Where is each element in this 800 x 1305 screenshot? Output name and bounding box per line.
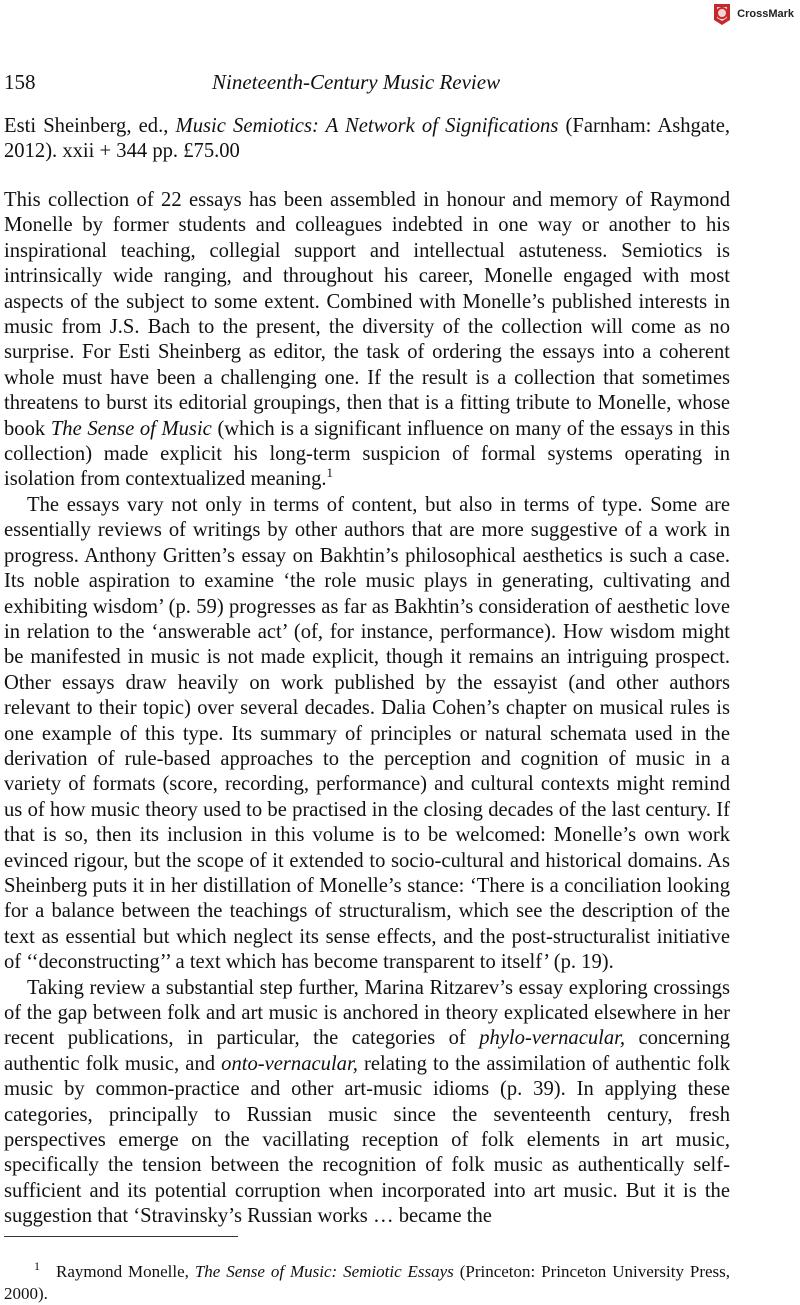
footnote-divider: [4, 1236, 238, 1237]
citation-book-title: Music Semiotics: A Network of Significations: [175, 115, 559, 137]
paragraph-3-text-c: relating to the assimilation of authentic folk music by common-practice and other art-music idioms (p. 39). In applying these categories, principally to Russian music since the seventeenth century, fresh perspectives emerge on the vacillating reception of folk elements in art music, specifically the tension between the recognition of folk music as authentically self-sufficient and its potential corruption when incorporated into art music. But it is the suggestion that ‘Stravinsky’s Russian works … became the: [4, 1052, 730, 1228]
footnote-author: Raymond Monelle,: [56, 1262, 189, 1281]
term-phylo-vernacular: phylo-vernacular,: [479, 1027, 626, 1050]
paragraph-3-text-b: concerning authentic folk music, and: [4, 1027, 730, 1075]
review-citation: [4, 114, 730, 164]
paragraph-3: [4, 976, 730, 1230]
footnote-number: 1: [34, 1259, 40, 1274]
footnote-1: [4, 1261, 730, 1305]
crossmark-label: CrossMark: [737, 8, 794, 20]
running-head: [4, 70, 796, 98]
paragraph-1-text-b: (which is a significant influence on many of the essays in this collection) made explicit his long-term suspicion of formal systems operating in isolation from contextualized meaning.: [4, 417, 730, 491]
footnote-details: (Princeton: Princeton University Press, 2000).: [4, 1262, 731, 1303]
term-onto-vernacular: onto-vernacular,: [221, 1052, 358, 1075]
paragraph-2: The essays vary not only in terms of content, but also in terms of type. Some are essentially reviews of writings by other authors that are more suggestive of a work in progress. Anthony Gritten’s essay on Bakhtin’s philosophical aesthetics is such a case. Its noble aspiration to examine ‘the role music plays in generating, cultivating and exhibiting wisdom’ (p. 59) progresses as far as Bakhtin’s consideration of aesthetic love in relation to the ‘answerable act’ (of, for instance, performance). How wisdom might be manifested in music is not made explicit, though it remains an intriguing prospect. Other essays draw heavily on work published by the essayist (and other authors relevant to their topic) over several decades. Dalia Cohen’s chapter on musical rules is one example of this type. Its summary of principles or natural schemata used in the derivation of rule-based approaches to the perception and cognition of music in a variety of formats (score, recording, performance) and cultural contexts might remind us of how music theory used to be practised in the closing decades of the last century. If that is so, then its inclusion in this volume is to be welcomed: Monelle’s own work evinced rigour, but the scope of it extended to socio-cultural and historical domains. As Sheinberg puts it in her distillation of Monelle’s stance: ‘There is a conciliation looking for a balance between the teachings of structuralism, which see the description of the text as essential but which neglect its sense effects, and the post-structuralist initiative of ‘‘deconstructing’’ a text which has become transparent to itself’ (p. 19).: [4, 493, 730, 974]
citation-editor: Esti Sheinberg, ed.,: [4, 115, 169, 137]
article-body: [4, 114, 730, 1230]
paragraph-1: [4, 188, 730, 493]
footnote-title: The Sense of Music: Semiotic Essays: [194, 1262, 454, 1281]
journal-title: Nineteenth-Century Music Review: [212, 70, 501, 94]
paragraph-1-text-a: This collection of 22 essays has been assembled in honour and memory of Raymond Monelle by former students and colleagues indebted in one way or another to his inspirational teaching, collegial support and intellectual astuteness. Semiotics is intrinsically wide ranging, and throughout his career, Monelle engaged with most aspects of the subject to some extent. Combined with Monelle’s published interests in music from J.S. Bach to the present, the diversity of the collection will come as no surprise. For Esti Sheinberg as editor, the task of ordering the essays into a coherent whole must have been a challenging one. If the result is a collection that sometimes threatens to burst its editorial groupings, then that is a fitting tribute to Monelle, whose book: [4, 189, 730, 440]
footnote-reference[interactable]: 1: [326, 465, 334, 481]
page-number: 158: [4, 70, 36, 94]
crossmark-badge[interactable]: [711, 0, 794, 28]
paragraph-1-book-title: The Sense of Music: [50, 417, 212, 440]
citation-details: (Farnham: Ashgate, 2012). xxii + 344 pp. £75.00: [4, 115, 730, 162]
crossmark-icon: [711, 2, 733, 26]
paragraph-3-text-a: Taking review a substantial step further, Marina Ritzarev’s essay exploring crossings of the gap between folk and art music is anchored in theory explicated elsewhere in her recent publications, in particular, the categories of: [4, 976, 730, 1050]
